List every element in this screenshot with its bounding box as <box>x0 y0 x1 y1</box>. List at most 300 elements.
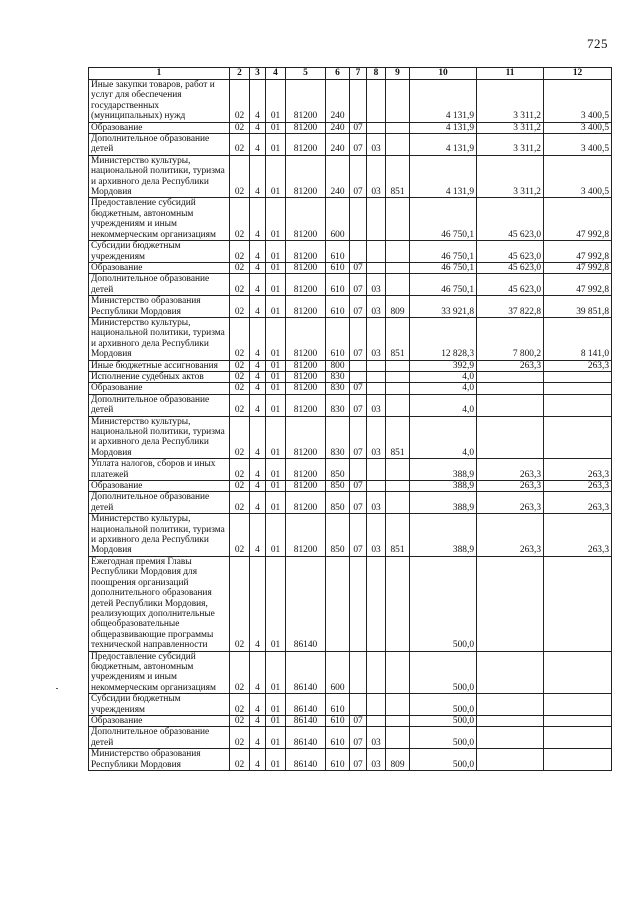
cell-ministry-code <box>386 727 410 749</box>
cell-section <box>350 459 367 481</box>
cell-target-article: 81200 <box>286 360 326 371</box>
cell-section: 07 <box>350 317 367 360</box>
cell-amount-col-10: 33 921,8 <box>410 296 477 318</box>
cell-ministry-code <box>386 715 410 726</box>
cell-subsection: 03 <box>367 155 386 198</box>
cell-amount-col-10: 4,0 <box>410 394 477 416</box>
table-row <box>89 155 612 198</box>
cell-code-4: 01 <box>266 80 286 123</box>
cell-code-2: 02 <box>230 317 250 360</box>
header-row <box>89 68 612 80</box>
cell-amount-col-12 <box>544 556 612 651</box>
cell-code-4: 01 <box>266 122 286 133</box>
cell-subsection: 03 <box>367 296 386 318</box>
cell-code-4: 01 <box>266 727 286 749</box>
column-header-5: 5 <box>286 68 326 80</box>
cell-amount-col-10: 500,0 <box>410 651 477 694</box>
cell-target-article: 81200 <box>286 317 326 360</box>
cell-amount-col-11 <box>477 383 544 394</box>
cell-item-name: Образование <box>89 122 230 133</box>
cell-amount-col-11 <box>477 727 544 749</box>
cell-expense-type: 610 <box>326 694 350 716</box>
cell-target-article: 81200 <box>286 296 326 318</box>
cell-item-name: Образование <box>89 715 230 726</box>
cell-code-4: 01 <box>266 394 286 416</box>
cell-code-2: 02 <box>230 80 250 123</box>
cell-ministry-code <box>386 492 410 514</box>
cell-ministry-code: 851 <box>386 416 410 459</box>
cell-code-3: 4 <box>250 514 266 557</box>
table-row <box>89 394 612 416</box>
cell-code-2: 02 <box>230 459 250 481</box>
cell-item-name: Дополнительное образование детей <box>89 274 230 296</box>
cell-ministry-code: 809 <box>386 296 410 318</box>
cell-code-2: 02 <box>230 492 250 514</box>
cell-amount-col-11: 263,3 <box>477 459 544 481</box>
cell-code-2: 02 <box>230 296 250 318</box>
cell-item-name: Министерство культуры, национальной политики, туризма и архивного дела Республики Мордовия <box>89 514 230 557</box>
cell-amount-col-10: 388,9 <box>410 492 477 514</box>
cell-code-4: 01 <box>266 296 286 318</box>
cell-code-2: 02 <box>230 651 250 694</box>
cell-code-3: 4 <box>250 727 266 749</box>
cell-amount-col-10: 4 131,9 <box>410 122 477 133</box>
cell-code-3: 4 <box>250 481 266 492</box>
cell-amount-col-12 <box>544 694 612 716</box>
cell-amount-col-12 <box>544 727 612 749</box>
cell-amount-col-11 <box>477 651 544 694</box>
cell-code-4: 01 <box>266 383 286 394</box>
cell-subsection: 03 <box>367 749 386 771</box>
cell-item-name: Министерство культуры, национальной политики, туризма и архивного дела Республики Мордовия <box>89 317 230 360</box>
cell-expense-type: 610 <box>326 715 350 726</box>
cell-amount-col-12 <box>544 651 612 694</box>
cell-ministry-code <box>386 394 410 416</box>
cell-subsection: 03 <box>367 416 386 459</box>
cell-ministry-code <box>386 556 410 651</box>
cell-code-4: 01 <box>266 492 286 514</box>
cell-code-3: 4 <box>250 394 266 416</box>
cell-code-3: 4 <box>250 360 266 371</box>
cell-code-3: 4 <box>250 459 266 481</box>
cell-target-article: 81200 <box>286 416 326 459</box>
cell-amount-col-10: 4 131,9 <box>410 80 477 123</box>
cell-item-name: Образование <box>89 481 230 492</box>
cell-subsection: 03 <box>367 514 386 557</box>
cell-expense-type: 240 <box>326 80 350 123</box>
cell-target-article: 81200 <box>286 383 326 394</box>
cell-expense-type: 850 <box>326 481 350 492</box>
table-row <box>89 317 612 360</box>
cell-expense-type: 610 <box>326 274 350 296</box>
cell-code-3: 4 <box>250 492 266 514</box>
cell-target-article: 81200 <box>286 155 326 198</box>
cell-ministry-code <box>386 694 410 716</box>
cell-amount-col-10: 388,9 <box>410 481 477 492</box>
cell-code-2: 02 <box>230 134 250 156</box>
table-row <box>89 416 612 459</box>
table-row <box>89 383 612 394</box>
cell-code-3: 4 <box>250 317 266 360</box>
cell-amount-col-10: 500,0 <box>410 556 477 651</box>
cell-subsection <box>367 122 386 133</box>
cell-section <box>350 80 367 123</box>
cell-subsection <box>367 481 386 492</box>
cell-code-2: 02 <box>230 371 250 382</box>
cell-subsection <box>367 80 386 123</box>
cell-subsection <box>367 459 386 481</box>
cell-code-3: 4 <box>250 296 266 318</box>
cell-amount-col-12: 3 400,5 <box>544 134 612 156</box>
cell-item-name: Министерство образования Республики Мордовия <box>89 749 230 771</box>
cell-ministry-code <box>386 274 410 296</box>
cell-amount-col-11 <box>477 556 544 651</box>
cell-target-article: 81200 <box>286 394 326 416</box>
cell-item-name: Предоставление субсидий бюджетным, автономным учреждениям и иным некоммерческим организациям <box>89 198 230 241</box>
cell-amount-col-12 <box>544 394 612 416</box>
cell-amount-col-12 <box>544 416 612 459</box>
cell-target-article: 86140 <box>286 727 326 749</box>
cell-amount-col-10: 392,9 <box>410 360 477 371</box>
cell-code-4: 01 <box>266 360 286 371</box>
cell-amount-col-11: 45 623,0 <box>477 198 544 241</box>
cell-section <box>350 651 367 694</box>
cell-code-3: 4 <box>250 241 266 263</box>
cell-expense-type: 610 <box>326 262 350 273</box>
cell-expense-type: 600 <box>326 198 350 241</box>
cell-target-article: 81200 <box>286 514 326 557</box>
cell-amount-col-10: 388,9 <box>410 459 477 481</box>
cell-code-3: 4 <box>250 274 266 296</box>
cell-code-2: 02 <box>230 198 250 241</box>
cell-expense-type: 610 <box>326 317 350 360</box>
cell-expense-type: 610 <box>326 241 350 263</box>
cell-item-name: Субсидии бюджетным учреждениям <box>89 241 230 263</box>
cell-subsection <box>367 715 386 726</box>
table-body <box>89 80 612 771</box>
cell-code-3: 4 <box>250 155 266 198</box>
cell-section: 07 <box>350 715 367 726</box>
cell-item-name: Министерство культуры, национальной политики, туризма и архивного дела Республики Мордовия <box>89 416 230 459</box>
cell-subsection: 03 <box>367 727 386 749</box>
cell-target-article: 86140 <box>286 694 326 716</box>
cell-ministry-code <box>386 481 410 492</box>
cell-code-2: 02 <box>230 481 250 492</box>
table-row <box>89 481 612 492</box>
cell-subsection <box>367 241 386 263</box>
cell-code-2: 02 <box>230 394 250 416</box>
cell-code-3: 4 <box>250 262 266 273</box>
cell-code-3: 4 <box>250 715 266 726</box>
cell-amount-col-11: 3 311,2 <box>477 122 544 133</box>
column-header-3: 3 <box>250 68 266 80</box>
cell-item-name: Дополнительное образование детей <box>89 394 230 416</box>
column-header-10: 10 <box>410 68 477 80</box>
cell-ministry-code: 851 <box>386 514 410 557</box>
cell-code-2: 02 <box>230 360 250 371</box>
cell-amount-col-12: 263,3 <box>544 481 612 492</box>
table-row <box>89 134 612 156</box>
cell-code-4: 01 <box>266 514 286 557</box>
cell-code-3: 4 <box>250 416 266 459</box>
cell-target-article: 81200 <box>286 241 326 263</box>
cell-amount-col-12: 47 992,8 <box>544 241 612 263</box>
cell-expense-type: 850 <box>326 514 350 557</box>
table-row <box>89 296 612 318</box>
cell-item-name: Дополнительное образование детей <box>89 492 230 514</box>
cell-amount-col-10: 4,0 <box>410 383 477 394</box>
cell-section: 07 <box>350 155 367 198</box>
table-row <box>89 80 612 123</box>
cell-expense-type: 830 <box>326 383 350 394</box>
cell-amount-col-12: 263,3 <box>544 360 612 371</box>
cell-amount-col-10: 500,0 <box>410 715 477 726</box>
cell-amount-col-11 <box>477 715 544 726</box>
cell-amount-col-12 <box>544 715 612 726</box>
cell-target-article: 81200 <box>286 459 326 481</box>
column-header-12: 12 <box>544 68 612 80</box>
cell-code-3: 4 <box>250 651 266 694</box>
cell-code-2: 02 <box>230 122 250 133</box>
cell-code-2: 02 <box>230 416 250 459</box>
cell-code-2: 02 <box>230 262 250 273</box>
cell-subsection: 03 <box>367 317 386 360</box>
cell-target-article: 86140 <box>286 749 326 771</box>
cell-expense-type: 830 <box>326 394 350 416</box>
cell-ministry-code <box>386 383 410 394</box>
cell-code-4: 01 <box>266 749 286 771</box>
column-header-8: 8 <box>367 68 386 80</box>
page-number: 725 <box>587 36 608 51</box>
cell-ministry-code: 851 <box>386 155 410 198</box>
cell-item-name: Предоставление субсидий бюджетным, автономным учреждениям и иным некоммерческим организациям <box>89 651 230 694</box>
cell-target-article: 81200 <box>286 274 326 296</box>
cell-expense-type: 800 <box>326 360 350 371</box>
cell-target-article: 86140 <box>286 556 326 651</box>
column-header-11: 11 <box>477 68 544 80</box>
cell-code-3: 4 <box>250 371 266 382</box>
cell-section: 07 <box>350 134 367 156</box>
budget-table <box>88 67 612 771</box>
cell-section <box>350 241 367 263</box>
cell-section <box>350 360 367 371</box>
cell-section <box>350 198 367 241</box>
cell-amount-col-11: 45 623,0 <box>477 262 544 273</box>
cell-amount-col-11: 263,3 <box>477 481 544 492</box>
cell-section <box>350 556 367 651</box>
table-row <box>89 556 612 651</box>
table-row <box>89 492 612 514</box>
cell-code-3: 4 <box>250 122 266 133</box>
cell-amount-col-10: 500,0 <box>410 749 477 771</box>
cell-ministry-code <box>386 241 410 263</box>
cell-code-3: 4 <box>250 198 266 241</box>
cell-code-3: 4 <box>250 80 266 123</box>
cell-code-2: 02 <box>230 241 250 263</box>
cell-amount-col-12: 8 141,0 <box>544 317 612 360</box>
cell-code-4: 01 <box>266 262 286 273</box>
cell-amount-col-12: 3 400,5 <box>544 122 612 133</box>
cell-code-2: 02 <box>230 155 250 198</box>
cell-amount-col-10: 4 131,9 <box>410 155 477 198</box>
cell-target-article: 81200 <box>286 134 326 156</box>
cell-target-article: 86140 <box>286 715 326 726</box>
cell-item-name: Образование <box>89 262 230 273</box>
cell-amount-col-10: 46 750,1 <box>410 198 477 241</box>
cell-target-article: 81200 <box>286 371 326 382</box>
table-row <box>89 459 612 481</box>
cell-amount-col-11: 7 800,2 <box>477 317 544 360</box>
cell-amount-col-11: 3 311,2 <box>477 155 544 198</box>
table-row <box>89 198 612 241</box>
table-row <box>89 749 612 771</box>
cell-code-2: 02 <box>230 694 250 716</box>
cell-expense-type: 850 <box>326 492 350 514</box>
cell-code-4: 01 <box>266 556 286 651</box>
cell-item-name: Образование <box>89 383 230 394</box>
table-row <box>89 122 612 133</box>
cell-code-3: 4 <box>250 694 266 716</box>
table-row <box>89 371 612 382</box>
cell-code-3: 4 <box>250 556 266 651</box>
cell-amount-col-12: 3 400,5 <box>544 80 612 123</box>
cell-section: 07 <box>350 122 367 133</box>
cell-amount-col-12: 39 851,8 <box>544 296 612 318</box>
cell-item-name: Субсидии бюджетным учреждениям <box>89 694 230 716</box>
cell-target-article: 81200 <box>286 492 326 514</box>
cell-amount-col-11: 3 311,2 <box>477 134 544 156</box>
cell-amount-col-12: 3 400,5 <box>544 155 612 198</box>
column-header-1: 1 <box>89 68 230 80</box>
table-row <box>89 360 612 371</box>
cell-code-4: 01 <box>266 715 286 726</box>
cell-code-4: 01 <box>266 134 286 156</box>
cell-amount-col-12: 263,3 <box>544 459 612 481</box>
table-row <box>89 241 612 263</box>
cell-subsection: 03 <box>367 492 386 514</box>
cell-section: 07 <box>350 296 367 318</box>
cell-amount-col-11: 37 822,8 <box>477 296 544 318</box>
cell-subsection <box>367 360 386 371</box>
cell-amount-col-11 <box>477 416 544 459</box>
cell-item-name: Исполнение судебных актов <box>89 371 230 382</box>
cell-ministry-code: 809 <box>386 749 410 771</box>
cell-subsection: 03 <box>367 134 386 156</box>
cell-code-4: 01 <box>266 371 286 382</box>
cell-section: 07 <box>350 274 367 296</box>
cell-amount-col-11 <box>477 694 544 716</box>
cell-subsection <box>367 198 386 241</box>
cell-amount-col-11: 263,3 <box>477 492 544 514</box>
cell-target-article: 86140 <box>286 651 326 694</box>
cell-expense-type: 610 <box>326 296 350 318</box>
cell-expense-type: 830 <box>326 416 350 459</box>
cell-ministry-code <box>386 459 410 481</box>
cell-amount-col-10: 46 750,1 <box>410 241 477 263</box>
cell-code-4: 01 <box>266 651 286 694</box>
cell-section: 07 <box>350 394 367 416</box>
cell-code-4: 01 <box>266 198 286 241</box>
cell-amount-col-12: 47 992,8 <box>544 198 612 241</box>
cell-subsection <box>367 651 386 694</box>
cell-item-name: Уплата налогов, сборов и иных платежей <box>89 459 230 481</box>
cell-amount-col-10: 500,0 <box>410 694 477 716</box>
cell-expense-type: 600 <box>326 651 350 694</box>
cell-subsection: 03 <box>367 394 386 416</box>
table-row <box>89 651 612 694</box>
cell-target-article: 81200 <box>286 122 326 133</box>
cell-target-article: 81200 <box>286 481 326 492</box>
column-header-7: 7 <box>350 68 367 80</box>
cell-amount-col-11 <box>477 749 544 771</box>
cell-expense-type: 830 <box>326 371 350 382</box>
cell-code-2: 02 <box>230 556 250 651</box>
cell-amount-col-12: 47 992,8 <box>544 274 612 296</box>
cell-subsection <box>367 694 386 716</box>
cell-item-name: Министерство культуры, национальной политики, туризма и архивного дела Республики Мордовия <box>89 155 230 198</box>
cell-ministry-code <box>386 262 410 273</box>
cell-code-2: 02 <box>230 727 250 749</box>
cell-expense-type: 240 <box>326 155 350 198</box>
cell-amount-col-11: 263,3 <box>477 514 544 557</box>
cell-target-article: 81200 <box>286 198 326 241</box>
cell-amount-col-12 <box>544 383 612 394</box>
cell-section: 07 <box>350 383 367 394</box>
cell-section: 07 <box>350 749 367 771</box>
cell-item-name: Министерство образования Республики Мордовия <box>89 296 230 318</box>
cell-ministry-code <box>386 198 410 241</box>
cell-expense-type <box>326 556 350 651</box>
cell-code-4: 01 <box>266 274 286 296</box>
column-header-4: 4 <box>266 68 286 80</box>
cell-ministry-code <box>386 134 410 156</box>
cell-code-2: 02 <box>230 749 250 771</box>
cell-section: 07 <box>350 514 367 557</box>
cell-amount-col-12: 263,3 <box>544 492 612 514</box>
cell-code-4: 01 <box>266 459 286 481</box>
cell-code-4: 01 <box>266 155 286 198</box>
cell-amount-col-10: 4 131,9 <box>410 134 477 156</box>
cell-expense-type: 240 <box>326 134 350 156</box>
cell-section <box>350 694 367 716</box>
cell-section: 07 <box>350 727 367 749</box>
cell-ministry-code <box>386 122 410 133</box>
cell-code-2: 02 <box>230 274 250 296</box>
cell-amount-col-11: 45 623,0 <box>477 274 544 296</box>
cell-code-4: 01 <box>266 481 286 492</box>
cell-target-article: 81200 <box>286 262 326 273</box>
cell-ministry-code <box>386 371 410 382</box>
margin-mark <box>56 688 58 689</box>
cell-target-article: 81200 <box>286 80 326 123</box>
cell-expense-type: 850 <box>326 459 350 481</box>
cell-code-4: 01 <box>266 694 286 716</box>
cell-amount-col-11 <box>477 394 544 416</box>
cell-ministry-code <box>386 360 410 371</box>
cell-section: 07 <box>350 481 367 492</box>
cell-subsection <box>367 556 386 651</box>
table-row <box>89 727 612 749</box>
cell-code-4: 01 <box>266 317 286 360</box>
cell-subsection <box>367 383 386 394</box>
cell-ministry-code: 851 <box>386 317 410 360</box>
cell-section <box>350 371 367 382</box>
cell-amount-col-11: 45 623,0 <box>477 241 544 263</box>
cell-item-name: Иные закупки товаров, работ и услуг для обеспечения государственных (муниципальных) нужд <box>89 80 230 123</box>
cell-code-2: 02 <box>230 383 250 394</box>
table-row <box>89 715 612 726</box>
table-row <box>89 274 612 296</box>
